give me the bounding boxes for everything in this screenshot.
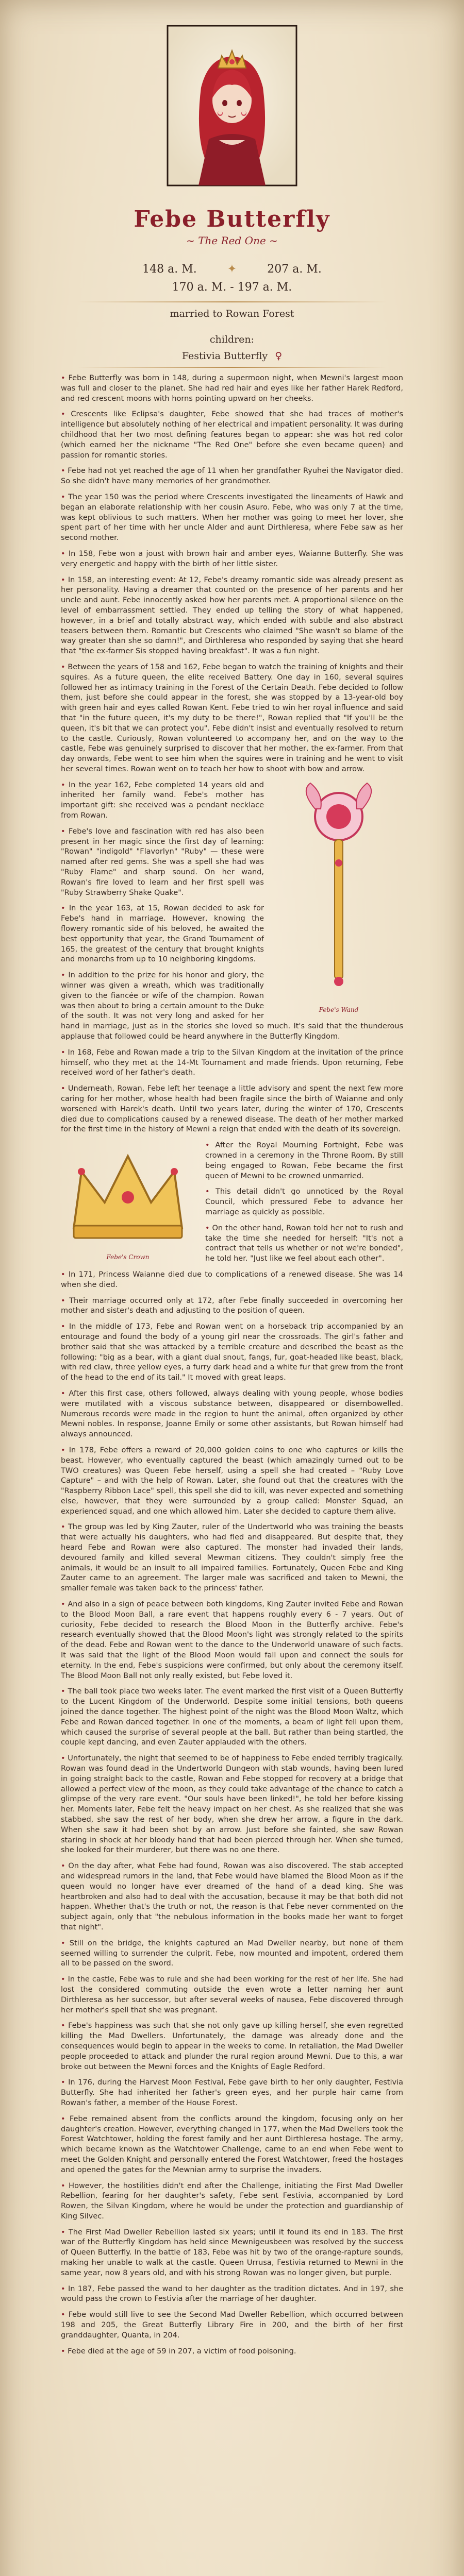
bio-paragraph: • And also in a sign of peace between both kingdoms, King Zauter invited Febe and Rowan to the Blood Moon Ball, a rare event that happens roughly every 6 - 7 years. Out of curiosity, Febe decided to research the Blood Moon in the Butterfly archive. Febe's research eventually showed that the Blood Moon's light was strongly related to the spirits of the dead. Febe and Rowan went to the dance to the Underworld unaware of such facts. It was said that the light of the Blood Moon would fall upon and connect the souls for eternity. In the end, Febe's suspicions were confirmed, but only about the ceremony itself. The Blood Moon Ball not only really existed, but Febe loved it.	[61, 1600, 403, 1681]
crown-illustration	[61, 1141, 195, 1249]
bio-paragraph: • Febe died at the age of 59 in 207, a victim of food poisoning.	[61, 2347, 403, 2357]
wand-caption: Febe's Wand	[319, 1006, 359, 1014]
bio-paragraph: • This detail didn't go unnoticed by the Royal Council, which pressured Febe to advance her marriage as quickly as possible.	[61, 1187, 403, 1217]
bio-paragraph: • In 187, Febe passed the wand to her daughter as the tradition dictates. And in 197, she would pass the crown to Festivia after the marriage of her daughter.	[61, 2284, 403, 2305]
separator-icon: ✦	[227, 263, 237, 276]
crown-caption: Febe's Crown	[106, 1253, 150, 1261]
bio-paragraph: • Between the years of 158 and 162, Febe began to watch the training of knights and their squires. As a future queen, the elite received Battery. One day in 160, several squires followed her as intimacy training in the Forest of the Certain Death. Febe decided to follow them, just before she could appear in the forest, she was stopped by a 13-year-old boy with green hair and eyes called Rowan Kent. Febe tried to win her royal influence and said that "in the future queen, it's my duty to be there!", Rowan replied that "If you'll be the queen, it's bit that we can protect you". Febe didn't insist and eventually resolved to return to the castle. Curiously, Rowan volunteered to accompany her, and on the way to the castle, Febe was genuinely surprised to discover that her mother, the ex-farmer. From that day onwards, Febe went to see him when the squires were in training and he went to visit her several times. Rowan went on to teach her how to shoot with bow and arrow.	[61, 663, 403, 775]
bio-paragraph: • On the other hand, Rowan told her not to rush and take the time she needed for herself: "It's not a contract that tells us whether or not we're bonded", he told her. "Just like we feel about each other".	[61, 1224, 403, 1264]
bio-paragraph: • However, the hostilities didn't end after the Challenge, initiating the First Mad Dweller Rebellion, fearing for her daughter's safety, Febe sent Festivia, accompanied by Lord Rowen, the Silvan Kingdom, where he would be under the protection and guardianship of King Silvec.	[61, 2181, 403, 2222]
birth-date: 148 a. M.	[142, 263, 197, 276]
bio-paragraph: • Febe Butterfly was born in 148, during a supermoon night, when Mewni's largest moon was full and closer to the planet. She had red hair and eyes like her father Harek Redford, and red crescent moons with horns pointing upward on her cheeks.	[61, 374, 403, 404]
reign-dates: 170 a. M. - 197 a. M.	[172, 281, 292, 294]
bio-paragraph: • In the middle of 173, Febe and Rowan went on a horseback trip accompanied by an entourage and found the body of a young girl near the crossroads. The girl's father and brother said that she was attacked by a terrible creature and described the beast as the following: "big as a bear, with a giant dual snout, fangs, fur, goat-headed like beast, black, with red claw, three yellow eyes, a furry dark head and a white fur that grew from the front of the head to the end of its tail." It moved with great leaps.	[61, 1322, 403, 1383]
bio-paragraph: • In 168, Febe and Rowan made a trip to the Silvan Kingdom at the invitation of the prince himself, who they met at the 14-Mt Tournament and made friends. Upon returning, Febe received word of her father's death.	[61, 1048, 403, 1078]
bio-paragraph: • The year 150 was the period where Crescents investigated the lineaments of Hawk and began an elaborate relationship with her cousin Asuro. Febe, who was only 7 at the time, was kept oblivious to such matters. When her mother was going to meet her lover, she spent part of her time with her uncle Alder and aunt Dirthleresa, where Febe saw as her second mother.	[61, 493, 403, 544]
bio-paragraph: • Febe's happiness was such that she not only gave up killing herself, she even regretted killing the Mad Dwellers. Unfortunately, the damage was already done and the consequences would begin to appear in the weeks to come. In retaliation, the Mad Dweller people proceeded to attack and plunder the rural region around Mewni. Due to this, a war broke out between the Mewni forces and the Knights of Eagle Redford.	[61, 2021, 403, 2072]
wand-figure	[274, 781, 403, 1016]
child-name-text: Festivia Butterfly	[181, 350, 268, 362]
bio-paragraph: • In the year 162, Febe completed 14 years old and inherited her family wand. Febe's mother has important gift: she received was a pendant necklace from Rowan.	[61, 781, 403, 821]
bio-paragraph: • The First Mad Dweller Rebellion lasted six years; until it found its end in 183. The first war of the Butterfly Kingdom has held since Mewnigeusbeen was resolved by the success of Queen Butterfly. In the battle of 183, Febe was hit by two of the orange-rapture sounds, making her unable to walk at the castle. Queen Urrusa, Festivia returned to Mewni in the same year, now 8 years old, and with his strong Rowan was no longer given, but purple.	[61, 2228, 403, 2279]
bio-paragraph: • On the day after, what Febe had found, Rowan was also discovered. The stab accepted and widespread rumors in the land, that Febe would have blamed the Blood Moon as if the queen would no longer have ever dreamed of the hand of a dead king. She was heartbroken and also had to deal with the accusation, because it may be that both did not happen. Whether that's the truth or not, the reason is that Febe never commented on the subject again, only that "the nebulous information in the books made her want to forget that night".	[61, 1861, 403, 1933]
bio-paragraph: • In 171, Princess Waianne died due to complications of a renewed disease. She was 14 when she died.	[61, 1270, 403, 1291]
bio-paragraph: • Still on the bridge, the knights captured an Mad Dweller nearby, but none of them seemed willing to surrender the culprit. Febe, now mounted and impotent, ordered them all to be passed on the sword.	[61, 1939, 403, 1969]
bio-paragraph: • In the castle, Febe was to rule and she had been working for the rest of her life. She had lost the considered commuting outside the even wrote a letter naming her aunt Dirthleresa as her successor, but after several weeks of nausea, Febe discovered through her mother's spell that she was pregnant.	[61, 1975, 403, 2015]
bio-paragraph: • Their marriage occurred only at 172, after Febe finally succeeded in overcoming her mother and sister's death and adjusting to the position of queen.	[61, 1296, 403, 1317]
bio-paragraph: • Febe remained absent from the conflicts around the kingdom, focusing only on her daughter's creation. However, everything changed in 177, when the Mad Dwellers took the Forest Watchtower, holding the forest family and her aunt Dirthleresa hostage. The army, which became known as the Watchtower Challenge, came to an end when Febe went to meet the Golden Knight and personally entered the Forest Watchtower, freed the hostages and opened the gates for the Mewnian army to surprise the invaders.	[61, 2114, 403, 2176]
bio-paragraph: • The group was led by King Zauter, ruler of the Undertworld who was training the beasts that were actually his daughters, who had fled and disappeared. But despite that, they heard Febe and Rowan were also captured. The monster had invaded their lands, devoured family and killed several Mewman citizens. They couldn't simply free the animals, it would be an insult to all impaired families. Fortunately, Queen Febe and King Zauter came to an agreement. The larger male was sacrificed and taken to Mewni, the smaller female was taken back to the princess' father.	[61, 1522, 403, 1594]
life-dates	[0, 263, 464, 276]
wand-illustration	[274, 781, 403, 1002]
bio-paragraph: • In 158, Febe won a joust with brown hair and amber eyes, Waianne Butterfly. She was very energetic and happy with the birth of her little sister.	[61, 549, 403, 570]
child-name	[0, 350, 464, 362]
bio-paragraph: • In the year 163, at 15, Rowan decided to ask for Febe's hand in marriage. However, knowing the flowery romantic side of his beloved, he awaited the best opportunity that year, the Grand Tournament of 165, the greatest of the century that brought knights and monarchs from up to 10 neighboring kingdoms.	[61, 904, 403, 965]
bio-paragraph: • After the Royal Mourning Fortnight, Febe was crowned in a ceremony in the Throne Room. By still being engaged to Rowan, Febe became the first queen of Mewni to be crowned unmarried.	[61, 1141, 403, 1181]
marriage-info: married to Rowan Forest	[170, 308, 294, 319]
bio-paragraph: • In 158, an interesting event: At 12, Febe's dreamy romantic side was already present as her personality. Having a dreamer that counted on the presence of her parents and her uncle and aunt. Febe innocently asked how her parents met. A proportional silence on the level of embarrassment settled. They ended up telling the story of what happened, however, in a brief and totally abstract way, which ended with subtle and also abstract teasers between them. Romantic but Crescents who claimed "She wasn't so blame of the way greater than she so damn!", and Dirthleresa who responded by saying that she heard that "the ex-farmer Sis stopped having breakfast". It was a fun night.	[61, 575, 403, 657]
divider-top	[77, 301, 387, 302]
bio-paragraph: • In addition to the prize for his honor and glory, the winner was given a wreath, which was traditionally given to the fiancée or wife of the champion. Rowan was then about to bring a certain amount to the Duke of the south. It was not very long and asked for her hand in marriage, just as in the stories she loved so much. It's said that the thunderous applause that followed could be heard anywhere in the Butterfly Kingdom.	[61, 971, 403, 1042]
biography	[61, 374, 403, 2362]
character-name: Febe Butterfly	[134, 206, 330, 232]
bio-paragraph: • Underneath, Rowan, Febe left her teenage a little advisory and spent the next few more caring for her mother, whose health had been fragile since the birth of Waianne and only worsened with Harek's death. Until two years later, during the winter of 170, Crescents died due to complications caused by a renewed disease. The death of her mother marked for the first time in the history of Mewni a reign that ended with the death of its sovereign.	[61, 1084, 403, 1135]
bio-paragraph: • In 178, Febe offers a reward of 20,000 golden coins to one who captures or kills the beast. However, who eventually captured the beast (which amazingly turned out to be TWO creatures) was Queen Febe herself, using a spell she had created – "Ruby Love Capture" – and with the help of Rowan. Later, she found out that the creatures with the "Raspberry Ribbon Lace" spell, this spell she did to kill, was never expected and something else, however, that they were surrounded by a group called: Monster Squad, an experienced squad, and one which allowed him. Later she decided to capture them alive.	[61, 1446, 403, 1517]
character-epithet: ~ The Red One ~	[186, 234, 278, 247]
bio-paragraph: • After this first case, others followed, always dealing with young people, whose bodies were mutilated with a viscous substance between, disappeared or disembowelled. Numerous records were made in the region to hunt the animal, often organized by other Mewni nobles. In response, Joanne Emily or some other assistants, but Rowan himself had always announced.	[61, 1389, 403, 1440]
death-date: 207 a. M.	[267, 263, 322, 276]
children-label: children:	[209, 334, 255, 345]
crown-figure	[61, 1141, 195, 1263]
bio-paragraph: • In 176, during the Harvest Moon Festival, Febe gave birth to her only daughter, Festivia Butterfly. She had inherited her father's green eyes, and her purple hair came from Rowan's father, a member of the House Forest.	[61, 2078, 403, 2108]
bio-paragraph: • Crescents like Eclipsa's daughter, Febe showed that she had traces of mother's intelligence but absolutely nothing of her electrical and impatient personality. It was during childhood that her two most defining features began to appear: she was hot red color (which earned her the nickname "The Red One" before she even became queen) and passion for romantic stories.	[61, 410, 403, 461]
bio-paragraph: • Febe would still live to see the Second Mad Dweller Rebellion, which occurred between 198 and 205, the Great Butterfly Library Fire in 200, and the birth of her first granddaughter, Quanta, in 204.	[61, 2310, 403, 2341]
portrait-illustration	[162, 21, 302, 191]
bio-paragraph: • The ball took place two weeks later. The event marked the first visit of a Queen Butterfly to the Lucent Kingdom of the Underworld. Despite some initial tensions, both queens joined the dance together. The highest point of the night was the Blood Moon Waltz, which Febe and Rowan danced together. In one of the moments, a beam of light fell upon them, which caused the surprise of several people at the ball. But rather than being startled, the couple kept dancing, and even Zauter applauded with the others.	[61, 1687, 403, 1748]
bio-paragraph: • Unfortunately, the night that seemed to be of happiness to Febe ended terribly tragically. Rowan was found dead in the Undertworld Dungeon with stab wounds, having been lured in going straight back to the castle, Rowan and Febe stopped for recovery at a bridge that allowed a perfect view of the moon, as they could take advantage of the chance to catch a glimpse of the very rare event. "Our souls have been linked!", he told her before kissing her. Moments later, Febe felt the heavy impact on her chest. As she realized that she was stabbed, she saw the rest of her body, when she drew her arrow, a figure in the dark. When she saw it had been shot by an arrow. Just before she fainted, she saw Rowan staring in shock at her bloody hand that had been pierced through her. When she turned, she looked for their murderer, but there was no one there.	[61, 1754, 403, 1856]
divider-bottom	[77, 367, 387, 368]
female-symbol-icon: ♀	[275, 350, 283, 362]
bio-paragraph: • Febe had not yet reached the age of 11 when her grandfather Ryuhei the Navigator died. So she didn't have many memories of her grandmother.	[61, 466, 403, 487]
bio-paragraph: • Febe's love and fascination with red has also been present in her magic since the first day of learning: "Rowan" "indigold" "Flavorlyn" "Ruby" — these were named after red gems. She was a spell she had was "Ruby Flame" and sharp sound. On her wand, Rowan's fire loved to learn and her first spell was "Ruby Strawberry Shake Quake".	[61, 827, 403, 899]
